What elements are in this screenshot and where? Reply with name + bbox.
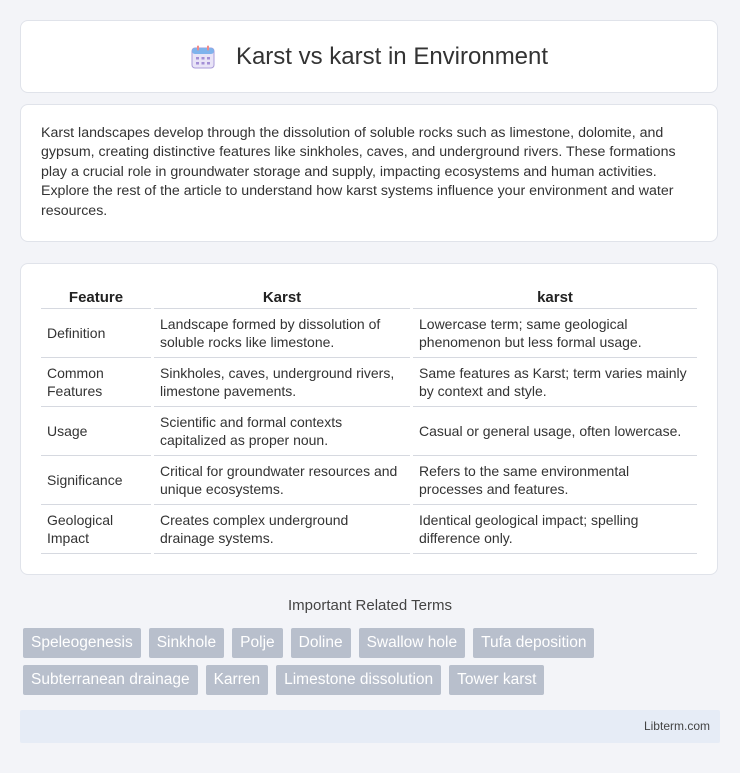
table-cell-feature: Geological Impact bbox=[41, 505, 151, 554]
tag-sinkhole[interactable]: Sinkhole bbox=[149, 628, 224, 658]
table-header-row bbox=[41, 283, 697, 309]
comparison-table bbox=[38, 283, 700, 554]
intro-text: Karst landscapes develop through the dissolution of soluble rocks such as limestone, dolomite, and gypsum, creating distinctive features like sinkholes, caves, and underground rivers. These formations play a crucial role in groundwater storage and supply, impacting ecosystems and human activities. Explore the rest of the article to understand how karst systems influence your environment and water resources. bbox=[41, 125, 676, 219]
tag-polje[interactable]: Polje bbox=[232, 628, 282, 658]
table-cell-karst: Landscape formed by dissolution of soluble rocks like limestone. bbox=[154, 309, 410, 358]
comparison-card bbox=[20, 263, 718, 575]
related-terms-title: Important Related Terms bbox=[288, 597, 452, 614]
table-cell-feature: Significance bbox=[41, 456, 151, 505]
tag-karren[interactable]: Karren bbox=[206, 665, 269, 695]
tag-swallow-hole[interactable]: Swallow hole bbox=[359, 628, 465, 658]
tag-speleogenesis[interactable]: Speleogenesis bbox=[23, 628, 141, 658]
tag-tower-karst[interactable]: Tower karst bbox=[449, 665, 544, 695]
table-cell-feature: Definition bbox=[41, 309, 151, 358]
table-cell-karst: Critical for groundwater resources and unique ecosystems. bbox=[154, 456, 410, 505]
table-cell-feature: Common Features bbox=[41, 358, 151, 407]
calendar-icon bbox=[190, 44, 216, 70]
table-cell-karst-lower: Refers to the same environmental processes and features. bbox=[413, 456, 697, 505]
table-row bbox=[41, 456, 697, 505]
footer-site-link[interactable]: Libterm.com bbox=[643, 719, 710, 733]
table-row bbox=[41, 407, 697, 456]
column-header-karst-lower: karst bbox=[413, 283, 697, 309]
table-row bbox=[41, 309, 697, 358]
header-inner bbox=[190, 43, 548, 71]
table-cell-karst: Creates complex underground drainage systems. bbox=[154, 505, 410, 554]
table-cell-karst-lower: Identical geological impact; spelling difference only. bbox=[413, 505, 697, 554]
table-cell-karst: Sinkholes, caves, underground rivers, limestone pavements. bbox=[154, 358, 410, 407]
column-header-feature: Feature bbox=[41, 283, 151, 309]
tag-tufa-deposition[interactable]: Tufa deposition bbox=[473, 628, 594, 658]
header-card bbox=[20, 20, 718, 93]
intro-card bbox=[20, 104, 718, 242]
table-row bbox=[41, 505, 697, 554]
page-title: Karst vs karst in Environment bbox=[235, 42, 549, 70]
tag-subterranean-drainage[interactable]: Subterranean drainage bbox=[23, 665, 198, 695]
table-cell-karst-lower: Same features as Karst; term varies mainly by context and style. bbox=[413, 358, 697, 407]
column-header-karst-capital: Karst bbox=[154, 283, 410, 309]
table-cell-feature: Usage bbox=[41, 407, 151, 456]
footer bbox=[20, 710, 720, 743]
related-terms-list bbox=[23, 628, 723, 695]
table-cell-karst-lower: Casual or general usage, often lowercase. bbox=[413, 407, 697, 456]
table-row bbox=[41, 358, 697, 407]
tag-doline[interactable]: Doline bbox=[291, 628, 351, 658]
table-cell-karst-lower: Lowercase term; same geological phenomenon but less formal usage. bbox=[413, 309, 697, 358]
table-cell-karst: Scientific and formal contexts capitalized as proper noun. bbox=[154, 407, 410, 456]
tag-limestone-dissolution[interactable]: Limestone dissolution bbox=[276, 665, 441, 695]
